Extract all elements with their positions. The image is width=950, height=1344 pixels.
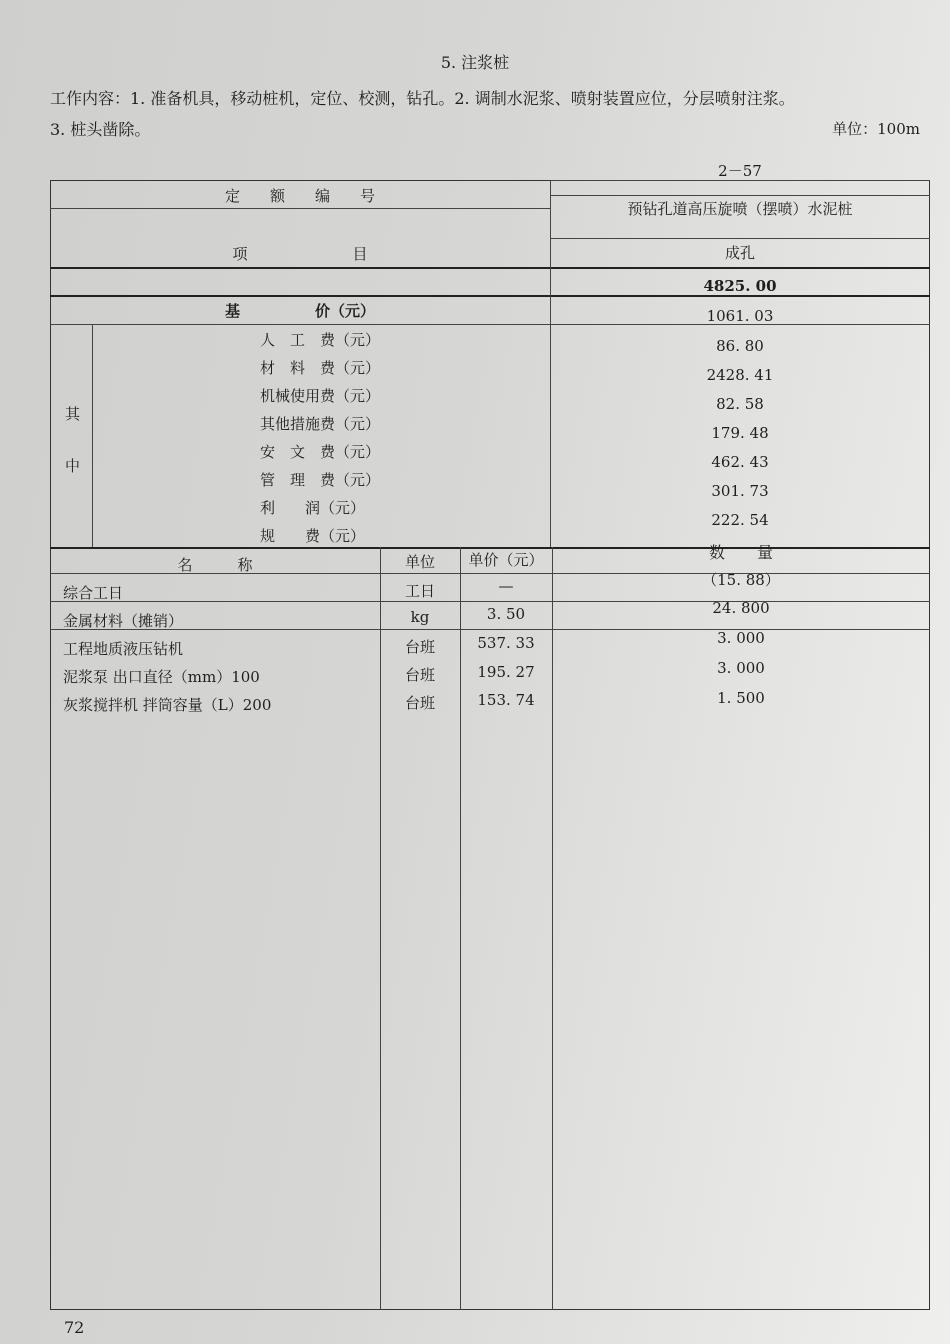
- item-sub: 成孔: [724, 244, 755, 262]
- column-header-unit: 单位: [404, 553, 435, 571]
- page-number: 72: [64, 1318, 85, 1337]
- breakdown-label: 人 工 费（元）: [260, 331, 381, 349]
- resource-price: 195. 27: [477, 663, 535, 681]
- resource-qty: 1. 500: [717, 689, 765, 707]
- breakdown-label: 材 料 费（元）: [260, 359, 381, 377]
- resource-unit: 台班: [404, 666, 435, 684]
- quota-number-value: 2－57: [718, 162, 762, 180]
- resource-name: 综合工日: [63, 584, 124, 602]
- base-price-value: 4825. 00: [703, 277, 777, 295]
- table-line: [50, 267, 930, 269]
- resource-name: 灰浆搅拌机 拌筒容量（L）200: [63, 696, 272, 714]
- resource-name: 泥浆泵 出口直径（mm）100: [63, 668, 260, 686]
- table-line: [550, 195, 930, 196]
- column-header-name: 名 称: [177, 556, 253, 574]
- work-content-line-1: 工作内容：1. 准备机具，移动桩机，定位、校测，钻孔。2. 调制水泥浆、喷射装置应位，分层喷射注浆。: [50, 89, 795, 108]
- breakdown-label: 其他措施费（元）: [260, 415, 381, 433]
- resource-name: 金属材料（摊销）: [63, 612, 184, 630]
- table-line: [550, 238, 930, 239]
- breakdown-group-label: 其: [65, 405, 81, 423]
- breakdown-label: 利 润（元）: [260, 499, 366, 517]
- resource-qty: 3. 000: [717, 629, 765, 647]
- work-content-line-2: 3. 桩头凿除。: [50, 120, 151, 139]
- unit-label: 单位：100m: [832, 120, 920, 138]
- resource-unit: 工日: [404, 582, 435, 600]
- breakdown-value: 86. 80: [716, 337, 764, 355]
- resource-price: 3. 50: [486, 605, 526, 623]
- table-line: [50, 295, 930, 297]
- breakdown-label: 安 文 费（元）: [260, 443, 381, 461]
- item-label: 项 目: [232, 245, 368, 263]
- breakdown-group-label: 中: [65, 457, 81, 475]
- breakdown-label: 机械使用费（元）: [260, 387, 381, 405]
- resource-price: 537. 33: [477, 634, 535, 652]
- resource-unit: 台班: [404, 694, 435, 712]
- breakdown-value: 82. 58: [716, 395, 764, 413]
- resource-unit: kg: [410, 608, 430, 626]
- breakdown-label: 管 理 费（元）: [260, 471, 381, 489]
- base-price-label: 基 价（元）: [224, 302, 375, 320]
- breakdown-value: 1061. 03: [706, 307, 774, 325]
- breakdown-value: 222. 54: [711, 511, 769, 529]
- table-line: [380, 547, 381, 1310]
- item-name: 预钻孔道高压旋喷（摆喷）水泥桩: [627, 200, 853, 218]
- resource-qty: 3. 000: [717, 659, 765, 677]
- resource-name: 工程地质液压钻机: [63, 640, 184, 658]
- breakdown-value: 2428. 41: [706, 366, 774, 384]
- resource-price: —: [498, 577, 514, 595]
- table-line: [460, 547, 461, 1310]
- column-header-qty: 数 量: [708, 543, 773, 562]
- table-line: [50, 208, 550, 209]
- resource-qty: 24. 800: [712, 599, 770, 617]
- quota-number-label: 定 额 编 号: [224, 187, 375, 205]
- table-line: [92, 324, 93, 547]
- breakdown-value: 462. 43: [711, 453, 769, 471]
- breakdown-value: 301. 73: [711, 482, 769, 500]
- section-title: 5. 注浆桩: [440, 53, 510, 72]
- column-header-price: 单价（元）: [468, 551, 544, 569]
- resource-unit: 台班: [404, 638, 435, 656]
- breakdown-label: 规 费（元）: [260, 527, 366, 545]
- resource-qty: （15. 88）: [702, 571, 780, 589]
- resource-price: 153. 74: [477, 691, 535, 709]
- breakdown-value: 179. 48: [711, 424, 769, 442]
